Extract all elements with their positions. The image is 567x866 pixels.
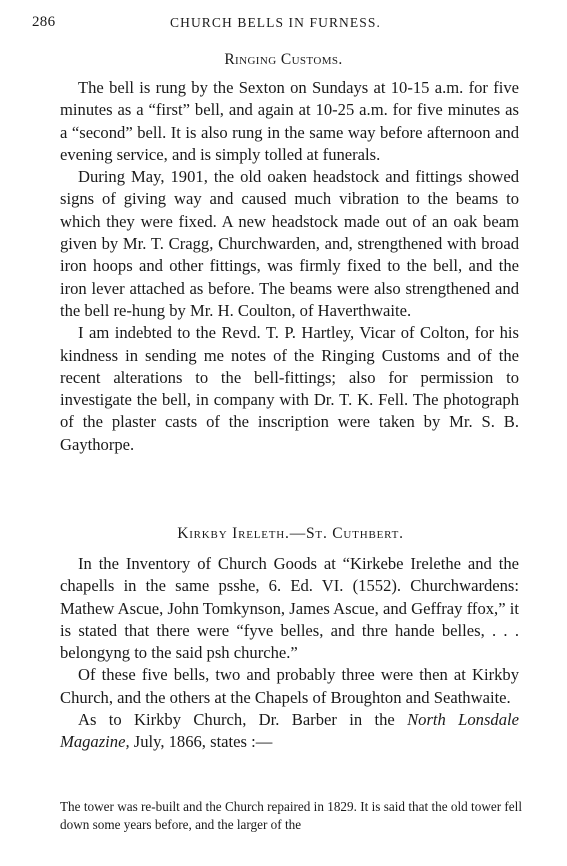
section-heading-ringing-customs: Ringing Customs. xyxy=(224,51,343,68)
paragraph: I am indebted to the Revd. T. P. Hartley, Vicar of Colton, for his kindness in sending me notes of the Ringing Customs and of the recent alterations to the bell-fittings; also for permission to investigate the bell, in company with Dr. T. K. Fell. The photograph of the plaster casts of the inscription were taken by Mr. S. B. Gaythorpe. xyxy=(60,323,519,454)
paragraph: Of these five bells, two and probably three were then at Kirkby Church, and the others at the Chapels of Broughton and Seathwaite. xyxy=(60,665,519,707)
page-number: 286 xyxy=(32,14,56,30)
section-ringing-customs xyxy=(60,77,519,456)
running-title: CHURCH BELLS IN FURNESS. xyxy=(170,15,381,30)
paragraph xyxy=(60,709,519,754)
section-heading-kirkby-ireleth: Kirkby Ireleth.—St. Cuthbert. xyxy=(177,525,404,542)
publication-title: North Lonsdale Magazine, xyxy=(60,710,519,752)
block-quote xyxy=(60,798,522,834)
quote-paragraph: The tower was re-built and the Church repaired in 1829. It is said that the old tower fell down some years before, and the larger of the xyxy=(60,799,522,832)
section-kirkby-ireleth xyxy=(60,553,519,754)
paragraph: The bell is rung by the Sexton on Sundays at 10-15 a.m. for five minutes as a “first” bell, and again at 10-25 a.m. for five minutes as a “second” bell. It is also rung in the same way before afternoon and evening service, and is simply tolled at funerals. xyxy=(60,78,519,164)
text-run: As to Kirkby Church, Dr. Barber in the xyxy=(78,710,408,730)
running-head xyxy=(32,14,521,36)
text-run: July, 1866, states :— xyxy=(129,732,273,752)
paragraph: During May, 1901, the old oaken headstock and fittings showed signs of giving way and caused much vibration to the beams to which they were fixed. A new headstock made out of an oak beam given by Mr. T. Cragg, Churchwarden, and, strengthened with broad iron hoops and other fittings, was firmly fixed to the bell, and the iron lever attached as before. The beams were also strengthened and the bell re-hung by Mr. H. Coulton, of Haverthwaite. xyxy=(60,167,519,320)
paragraph: In the Inventory of Church Goods at “Kirkebe Irelethe and the chapells in the same psshe, 6. Ed. VI. (1552). Churchwardens: Mathew Ascue, John Tomkynson, James Ascue, and Geffray ffox,” it is stated that there were “fyve belles, and thre hande belles, . . . belongyng to the said psh churche.” xyxy=(60,554,519,663)
